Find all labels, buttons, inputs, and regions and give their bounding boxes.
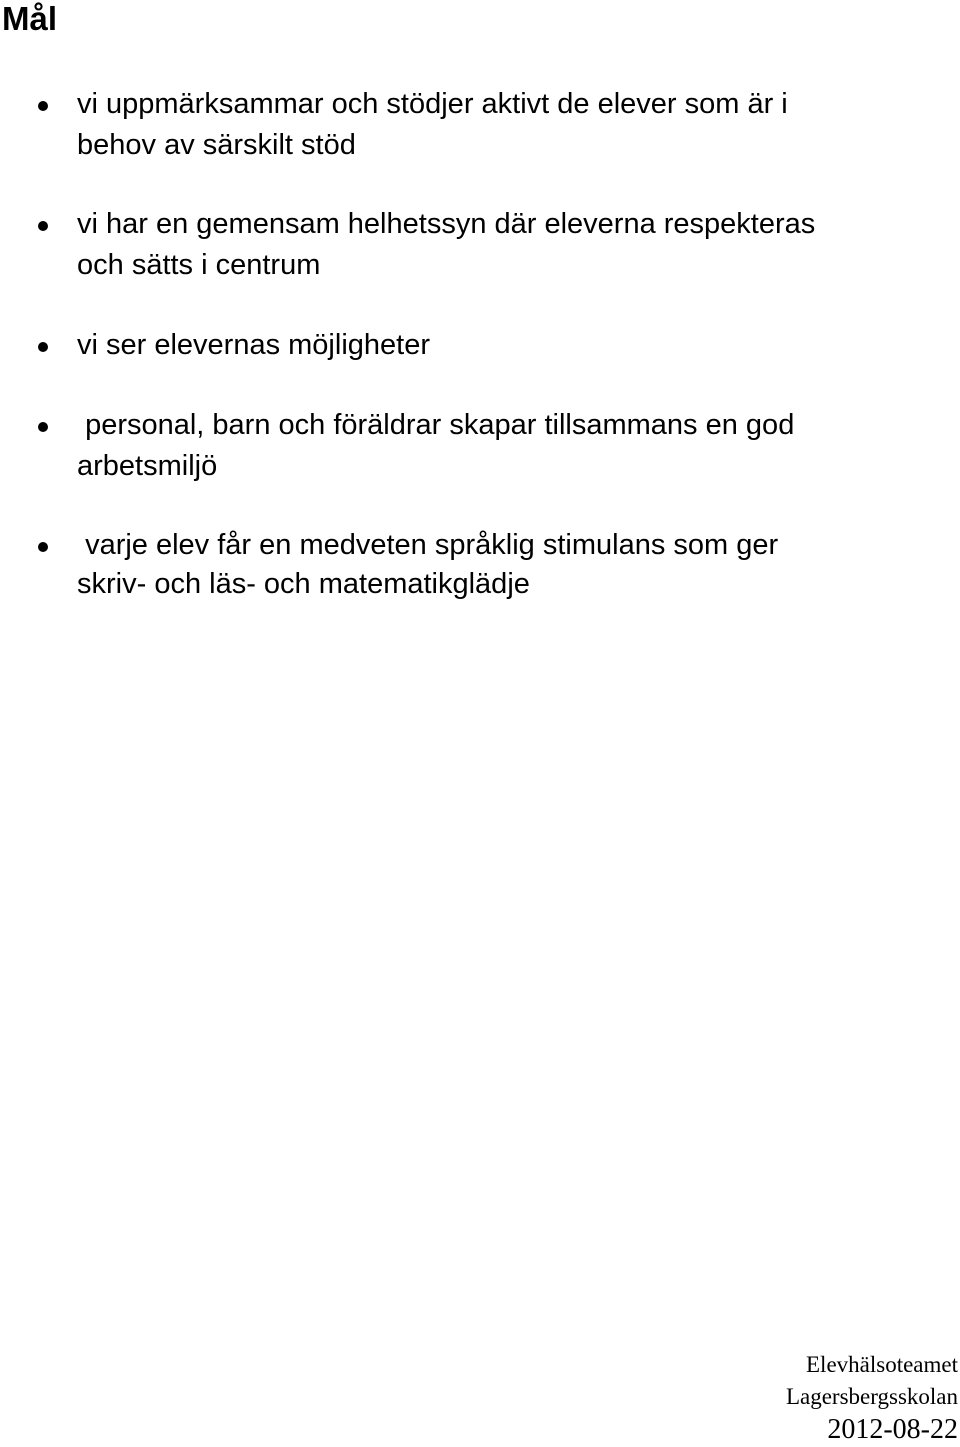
list-item-text: personal, barn och föräldrar skapar tillsammans en god <box>77 409 795 441</box>
list-item-text-continued: behov av särskilt stöd <box>77 129 356 161</box>
list-item-text: varje elev får en medveten språklig stimulans som ger <box>77 529 779 561</box>
bullet-icon <box>38 221 48 231</box>
bullet-icon <box>38 342 48 352</box>
list-item-text-continued: och sätts i centrum <box>77 249 321 281</box>
footer-date: 2012-08-22 <box>827 1414 958 1445</box>
page-title: Mål <box>2 0 58 37</box>
bullet-icon <box>38 422 48 432</box>
footer-school: Lagersbergsskolan <box>785 1384 958 1409</box>
footer <box>786 1349 958 1447</box>
list-item-text-continued: skriv- och läs- och matematikglädje <box>77 568 530 600</box>
list-item-text-continued: arbetsmiljö <box>77 450 218 482</box>
list-item-text: vi har en gemensam helhetssyn där eleverna respekteras <box>77 208 816 240</box>
bullet-icon <box>38 542 48 552</box>
bullet-icon <box>38 101 48 111</box>
list-item-text: vi uppmärksammar och stödjer aktivt de elever som är i <box>77 88 788 120</box>
list-item-text: vi ser elevernas möjligheter <box>77 329 430 361</box>
footer-team: Elevhälsoteamet <box>806 1352 958 1377</box>
